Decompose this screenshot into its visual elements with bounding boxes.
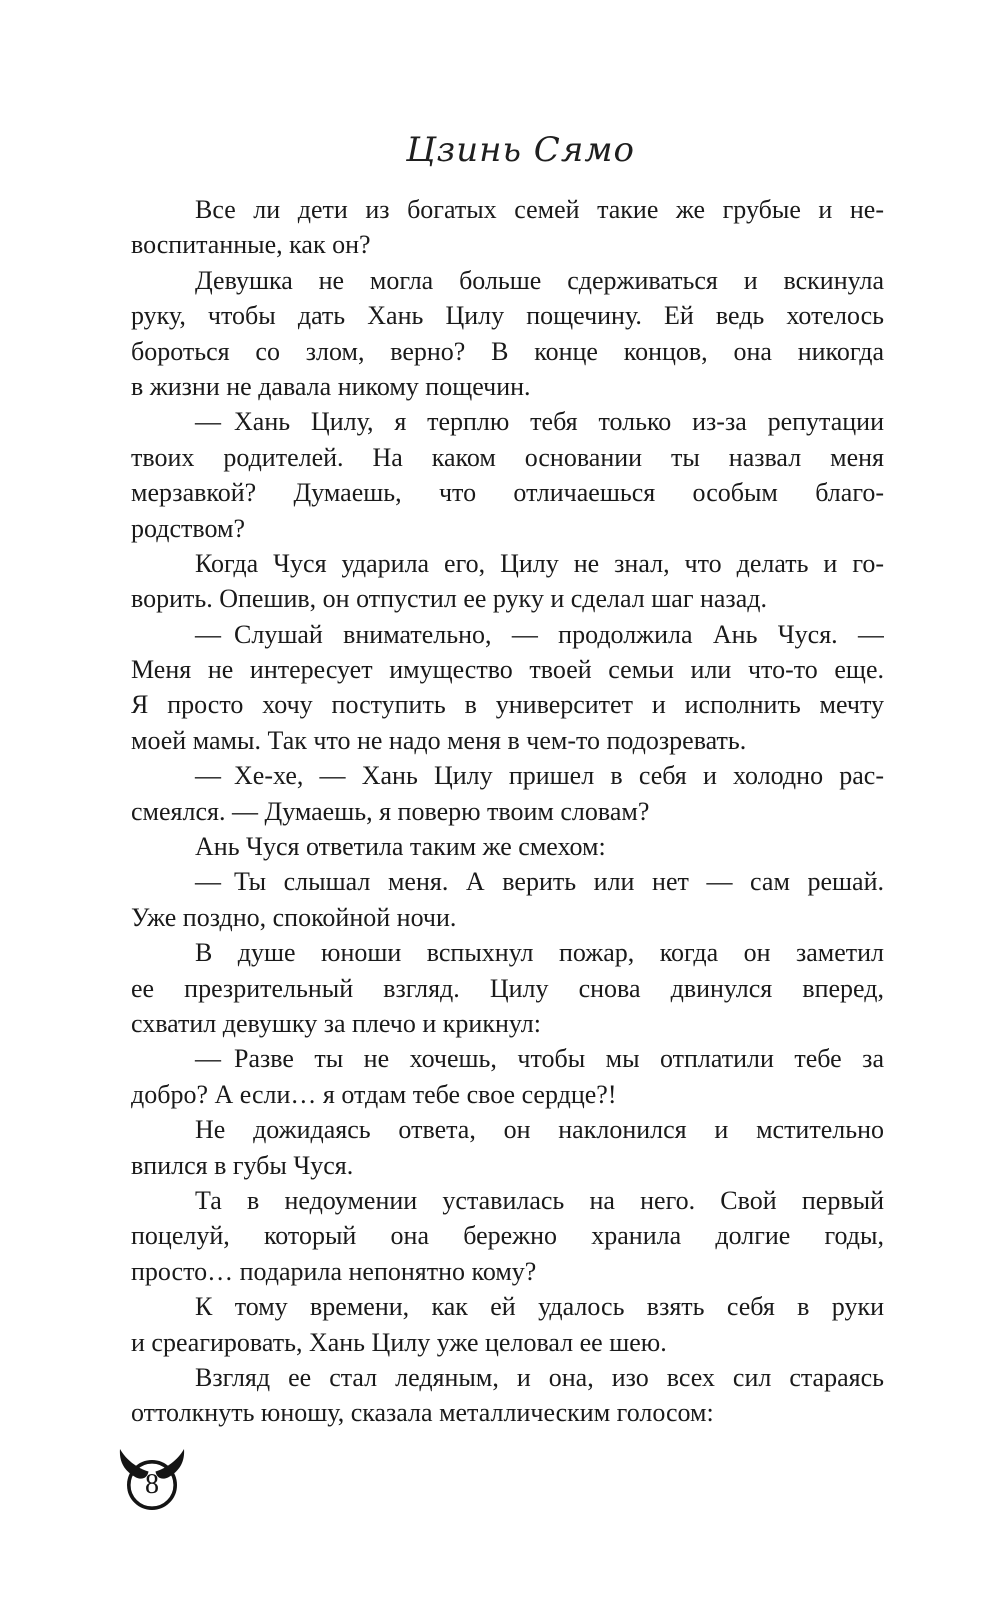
text-line: просто… подарила непонятно кому? xyxy=(131,1256,537,1286)
text-line: ворить. Опешив, он отпустил ее руку и сделал шаг назад. xyxy=(131,584,767,614)
text-line: Взгляд ее стал ледяным, и она, изо всех сил стараясь xyxy=(195,1362,884,1392)
text-line: в жизни не давала никому пощечин. xyxy=(131,371,531,401)
text-line: бороться со злом, верно? В конце концов, она никогда xyxy=(131,336,884,366)
text-line: поцелуй, который она бережно хранила долгие годы, xyxy=(131,1221,884,1251)
text-line: — Ты слышал меня. А верить или нет — сам решай. xyxy=(195,867,884,897)
text-line: и среагировать, Хань Цилу уже целовал ее шею. xyxy=(131,1327,667,1357)
running-header-author: Цзинь Сямо xyxy=(406,130,635,170)
text-line: твоих родителей. На каком основании ты назвал меня xyxy=(131,442,884,472)
text-line: Я просто хочу поступить в университет и исполнить мечту xyxy=(131,690,884,720)
text-line: оттолкнуть юношу, сказала металлическим голосом: xyxy=(131,1398,714,1428)
text-line: схватил девушку за плечо и крикнул: xyxy=(131,1008,541,1038)
body-text-block xyxy=(131,192,884,1431)
text-line: — Разве ты не хочешь, чтобы мы отплатили тебе за xyxy=(195,1044,884,1074)
page-number-ornament xyxy=(117,1448,187,1512)
text-line: Когда Чуся ударила его, Цилу не знал, что делать и го- xyxy=(195,548,884,578)
text-line: — Хе-хе, — Хань Цилу пришел в себя и холодно рас- xyxy=(195,761,884,791)
text-line: Уже поздно, спокойной ночи. xyxy=(131,902,457,932)
text-line: родством? xyxy=(131,513,245,543)
text-line: Та в недоумении уставилась на него. Свой первый xyxy=(195,1185,884,1215)
text-line: — Слушай внимательно, — продолжила Ань Чуся. — xyxy=(195,619,884,649)
text-line: Не дожидаясь ответа, он наклонился и мстительно xyxy=(195,1115,884,1145)
text-line: руку, чтобы дать Хань Цилу пощечину. Ей ведь хотелось xyxy=(131,301,884,331)
text-line: воспитанные, как он? xyxy=(131,230,371,260)
text-line: ее презрительный взгляд. Цилу снова двинулся вперед, xyxy=(131,973,884,1003)
text-line: В душе юноши вспыхнул пожар, когда он заметил xyxy=(195,938,884,968)
text-line: — Хань Цилу, я терплю тебя только из-за репутации xyxy=(195,407,884,437)
text-line: смеялся. — Думаешь, я поверю твоим словам? xyxy=(131,796,650,826)
text-line: Меня не интересует имущество твоей семьи или что-то еще. xyxy=(131,655,884,685)
text-line: впился в губы Чуся. xyxy=(131,1150,354,1180)
page-number: 8 xyxy=(145,1469,159,1500)
text-line: моей мамы. Так что не надо меня в чем-то подозревать. xyxy=(131,725,747,755)
text-line: К тому времени, как ей удалось взять себя в руки xyxy=(195,1292,884,1322)
text-line: Девушка не могла больше сдерживаться и вскинула xyxy=(195,265,884,295)
text-line: Ань Чуся ответила таким же смехом: xyxy=(195,832,606,862)
text-line: добро? А если… я отдам тебе свое сердце?! xyxy=(131,1079,617,1109)
text-line: Все ли дети из богатых семей такие же грубые и не- xyxy=(195,195,884,224)
text-line: мерзавкой? Думаешь, что отличаешься особым благо- xyxy=(131,478,884,508)
